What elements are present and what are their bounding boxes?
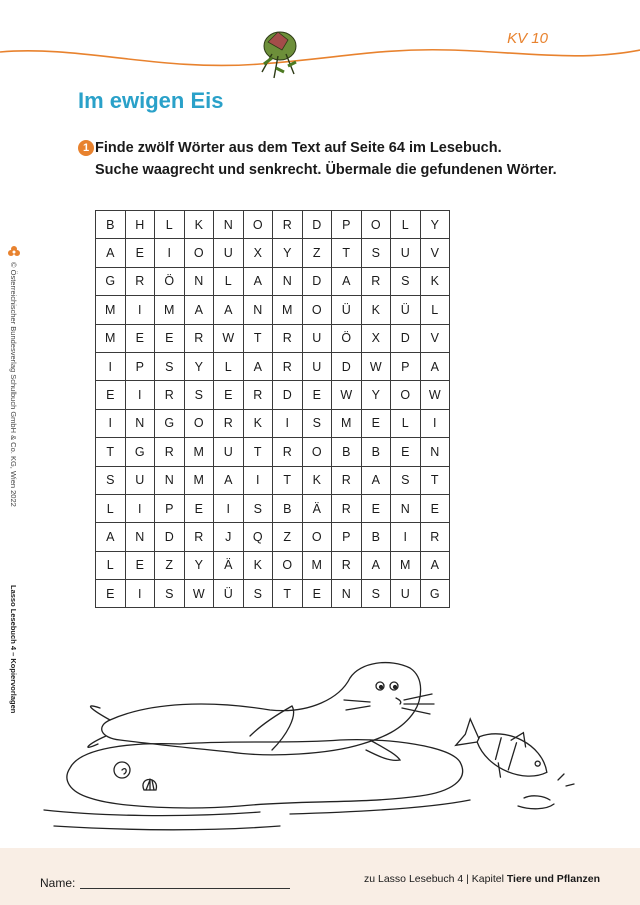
grid-cell[interactable]: M <box>184 438 214 466</box>
grid-cell[interactable]: O <box>361 211 391 239</box>
grid-cell[interactable]: A <box>96 523 126 551</box>
grid-cell[interactable]: I <box>125 494 155 522</box>
grid-cell[interactable]: L <box>391 211 421 239</box>
grid-cell[interactable]: U <box>214 239 244 267</box>
grid-cell[interactable]: Ä <box>302 494 332 522</box>
grid-cell[interactable]: M <box>302 551 332 579</box>
grid-cell[interactable]: K <box>361 296 391 324</box>
grid-cell[interactable]: D <box>155 523 185 551</box>
grid-cell[interactable]: A <box>332 267 362 295</box>
grid-cell[interactable]: A <box>420 352 450 380</box>
grid-cell[interactable]: S <box>184 381 214 409</box>
grid-cell[interactable]: R <box>273 438 303 466</box>
grid-cell[interactable]: E <box>302 381 332 409</box>
grid-cell[interactable]: A <box>243 352 273 380</box>
grid-cell[interactable]: N <box>155 466 185 494</box>
grid-cell[interactable]: S <box>155 352 185 380</box>
grid-cell[interactable]: I <box>125 580 155 608</box>
grid-cell[interactable]: A <box>420 551 450 579</box>
grid-cell[interactable]: Z <box>273 523 303 551</box>
grid-cell[interactable]: N <box>243 296 273 324</box>
grid-cell[interactable]: L <box>155 211 185 239</box>
grid-cell[interactable]: D <box>332 352 362 380</box>
grid-row <box>96 267 450 295</box>
grid-cell[interactable]: N <box>125 409 155 437</box>
grid-cell[interactable]: P <box>155 494 185 522</box>
fish-illustration <box>452 709 558 794</box>
grid-row <box>96 409 450 437</box>
grid-row <box>96 523 450 551</box>
grid-row <box>96 494 450 522</box>
grid-cell[interactable]: A <box>96 239 126 267</box>
grid-cell[interactable]: N <box>214 211 244 239</box>
grid-row <box>96 324 450 352</box>
grid-cell[interactable]: B <box>273 494 303 522</box>
grid-cell[interactable]: U <box>391 580 421 608</box>
grid-cell[interactable]: K <box>420 267 450 295</box>
plant-illustration-icon <box>262 32 296 78</box>
grid-cell[interactable]: I <box>243 466 273 494</box>
grid-cell[interactable]: T <box>96 438 126 466</box>
grid-cell[interactable]: I <box>273 409 303 437</box>
grid-cell[interactable]: K <box>243 409 273 437</box>
grid-cell[interactable]: S <box>243 494 273 522</box>
grid-cell[interactable]: O <box>184 239 214 267</box>
task-instruction <box>78 137 598 181</box>
task-line-1: Finde zwölf Wörter aus dem Text auf Seite 64 im Lesebuch. <box>95 140 502 156</box>
grid-cell[interactable]: Ü <box>332 296 362 324</box>
grid-cell[interactable]: N <box>273 267 303 295</box>
grid-cell[interactable]: W <box>214 324 244 352</box>
grid-row <box>96 580 450 608</box>
grid-cell[interactable]: S <box>391 267 421 295</box>
grid-cell[interactable]: N <box>184 267 214 295</box>
grid-cell[interactable]: P <box>125 352 155 380</box>
grid-cell[interactable]: E <box>96 580 126 608</box>
grid-cell[interactable]: E <box>361 494 391 522</box>
grid-cell[interactable]: P <box>332 523 362 551</box>
grid-cell[interactable]: L <box>96 494 126 522</box>
grid-cell[interactable]: E <box>96 381 126 409</box>
grid-cell[interactable]: M <box>96 324 126 352</box>
grid-cell[interactable]: P <box>391 352 421 380</box>
grid-cell[interactable]: D <box>302 267 332 295</box>
grid-cell[interactable]: L <box>420 296 450 324</box>
grid-cell[interactable]: R <box>243 381 273 409</box>
grid-row <box>96 551 450 579</box>
grid-cell[interactable]: S <box>302 409 332 437</box>
grid-cell[interactable]: D <box>391 324 421 352</box>
grid-cell[interactable]: G <box>125 438 155 466</box>
grid-row <box>96 466 450 494</box>
grid-cell[interactable]: B <box>361 438 391 466</box>
grid-cell[interactable]: S <box>391 466 421 494</box>
grid-cell[interactable]: O <box>184 409 214 437</box>
copyright-vertical: © Österreichischer Bundesverlag Schulbuch GmbH & Co. KG, Wien 2022 <box>9 262 18 507</box>
grid-cell[interactable]: M <box>155 296 185 324</box>
grid-cell[interactable]: E <box>125 324 155 352</box>
grid-cell[interactable]: R <box>125 267 155 295</box>
grid-cell[interactable]: R <box>214 409 244 437</box>
grid-cell[interactable]: R <box>361 267 391 295</box>
grid-cell[interactable]: A <box>214 296 244 324</box>
grid-cell[interactable]: L <box>96 551 126 579</box>
grid-cell[interactable]: Ü <box>214 580 244 608</box>
grid-cell[interactable]: R <box>332 494 362 522</box>
grid-cell[interactable]: I <box>125 381 155 409</box>
grid-cell[interactable]: N <box>391 494 421 522</box>
grid-cell[interactable]: Y <box>420 211 450 239</box>
grid-cell[interactable]: N <box>332 580 362 608</box>
grid-cell[interactable]: T <box>243 438 273 466</box>
grid-cell[interactable]: D <box>302 211 332 239</box>
grid-cell[interactable]: M <box>391 551 421 579</box>
grid-cell[interactable]: A <box>361 551 391 579</box>
grid-cell[interactable]: M <box>184 466 214 494</box>
grid-cell[interactable]: Ö <box>332 324 362 352</box>
grid-cell[interactable]: O <box>302 523 332 551</box>
grid-cell[interactable]: B <box>361 523 391 551</box>
grid-cell[interactable]: I <box>391 523 421 551</box>
grid-cell[interactable]: W <box>332 381 362 409</box>
grid-cell[interactable]: R <box>273 211 303 239</box>
grid-row <box>96 239 450 267</box>
grid-cell[interactable]: T <box>243 324 273 352</box>
grid-cell[interactable]: R <box>332 466 362 494</box>
grid-cell[interactable]: W <box>184 580 214 608</box>
grid-cell[interactable]: T <box>273 466 303 494</box>
grid-cell[interactable]: I <box>420 409 450 437</box>
grid-cell[interactable]: Z <box>302 239 332 267</box>
grid-cell[interactable]: E <box>361 409 391 437</box>
grid-cell[interactable]: S <box>361 580 391 608</box>
grid-cell[interactable]: Y <box>184 551 214 579</box>
grid-cell[interactable]: S <box>361 239 391 267</box>
grid-cell[interactable]: Q <box>243 523 273 551</box>
grid-cell[interactable]: G <box>155 409 185 437</box>
grid-cell[interactable]: E <box>184 494 214 522</box>
grid-cell[interactable]: O <box>302 438 332 466</box>
grid-cell[interactable]: L <box>214 267 244 295</box>
grid-cell[interactable]: O <box>273 551 303 579</box>
grid-cell[interactable]: U <box>214 438 244 466</box>
shell-icon <box>114 762 156 790</box>
grid-cell[interactable]: Y <box>273 239 303 267</box>
grid-cell[interactable]: E <box>302 580 332 608</box>
grid-cell[interactable]: M <box>332 409 362 437</box>
grid-cell[interactable]: A <box>184 296 214 324</box>
name-label: Name: <box>40 876 76 890</box>
grid-cell[interactable]: I <box>96 352 126 380</box>
grid-cell[interactable]: K <box>243 551 273 579</box>
grid-cell[interactable]: O <box>243 211 273 239</box>
grid-cell[interactable]: R <box>155 381 185 409</box>
grid-cell[interactable]: S <box>96 466 126 494</box>
grid-cell[interactable]: W <box>420 381 450 409</box>
task-number-badge: 1 <box>78 140 94 156</box>
grid-cell[interactable]: R <box>273 352 303 380</box>
grid-cell[interactable]: T <box>332 239 362 267</box>
grid-cell[interactable]: N <box>420 438 450 466</box>
grid-cell[interactable]: R <box>184 523 214 551</box>
grid-cell[interactable]: Ü <box>391 296 421 324</box>
grid-cell[interactable]: S <box>243 580 273 608</box>
grid-cell[interactable]: T <box>273 580 303 608</box>
grid-cell[interactable]: O <box>391 381 421 409</box>
grid-cell[interactable]: B <box>332 438 362 466</box>
grid-cell[interactable]: R <box>332 551 362 579</box>
grid-cell[interactable]: V <box>420 324 450 352</box>
grid-cell[interactable]: M <box>96 296 126 324</box>
grid-cell[interactable]: E <box>155 324 185 352</box>
grid-cell[interactable]: X <box>361 324 391 352</box>
grid-cell[interactable]: R <box>273 324 303 352</box>
grid-cell[interactable]: P <box>332 211 362 239</box>
grid-cell[interactable]: I <box>214 494 244 522</box>
word-search-grid <box>95 210 450 608</box>
grid-row <box>96 296 450 324</box>
grid-cell[interactable]: H <box>125 211 155 239</box>
grid-cell[interactable]: E <box>391 438 421 466</box>
logo-flower-icon <box>7 245 21 259</box>
grid-cell[interactable]: U <box>302 324 332 352</box>
grid-cell[interactable]: M <box>273 296 303 324</box>
task-line-2: Suche waagrecht und senkrecht. Übermale die gefundenen Wörter. <box>95 162 557 178</box>
grid-cell[interactable]: S <box>155 580 185 608</box>
grid-row <box>96 438 450 466</box>
grid-cell[interactable]: R <box>155 438 185 466</box>
page-title: Im ewigen Eis <box>78 88 224 113</box>
grid-cell[interactable]: Y <box>184 352 214 380</box>
grid-cell[interactable]: T <box>420 466 450 494</box>
grid-cell[interactable]: R <box>420 523 450 551</box>
grid-cell[interactable]: R <box>184 324 214 352</box>
grid-cell[interactable]: E <box>125 239 155 267</box>
grid-cell[interactable]: N <box>125 523 155 551</box>
grid-cell[interactable]: A <box>214 466 244 494</box>
grid-cell[interactable]: X <box>243 239 273 267</box>
grid-cell[interactable]: E <box>125 551 155 579</box>
grid-cell[interactable]: K <box>184 211 214 239</box>
grid-cell[interactable]: Ö <box>155 267 185 295</box>
grid-cell[interactable]: E <box>214 381 244 409</box>
book-title-vertical: Lasso Lesebuch 4 – Kopiervorlagen <box>9 585 18 714</box>
grid-row <box>96 381 450 409</box>
worksheet-number: KV 10 <box>507 30 548 47</box>
grid-cell[interactable]: A <box>243 267 273 295</box>
grid-cell[interactable]: U <box>302 352 332 380</box>
grid-cell[interactable]: A <box>361 466 391 494</box>
grid-cell[interactable]: J <box>214 523 244 551</box>
grid-cell[interactable]: U <box>391 239 421 267</box>
grid-cell[interactable]: K <box>302 466 332 494</box>
grid-cell[interactable]: Ä <box>214 551 244 579</box>
grid-cell[interactable]: G <box>420 580 450 608</box>
grid-cell[interactable]: I <box>125 296 155 324</box>
grid-cell[interactable]: E <box>420 494 450 522</box>
grid-cell[interactable]: I <box>155 239 185 267</box>
seal-illustration <box>40 640 600 840</box>
grid-cell[interactable]: L <box>391 409 421 437</box>
name-line[interactable] <box>80 888 290 889</box>
grid-row <box>96 352 450 380</box>
grid-cell[interactable]: D <box>273 381 303 409</box>
grid-cell[interactable]: B <box>96 211 126 239</box>
grid-cell[interactable]: G <box>96 267 126 295</box>
grid-cell[interactable]: U <box>125 466 155 494</box>
chapter-reference: zu Lasso Lesebuch 4 | Kapitel Tiere und Pflanzen <box>364 873 600 885</box>
grid-cell[interactable]: Y <box>361 381 391 409</box>
grid-cell[interactable]: I <box>96 409 126 437</box>
grid-cell[interactable]: V <box>420 239 450 267</box>
grid-cell[interactable]: O <box>302 296 332 324</box>
grid-cell[interactable]: Z <box>155 551 185 579</box>
grid-cell[interactable]: W <box>361 352 391 380</box>
grid-row <box>96 211 450 239</box>
grid-cell[interactable]: L <box>214 352 244 380</box>
footer-bar <box>0 848 640 905</box>
